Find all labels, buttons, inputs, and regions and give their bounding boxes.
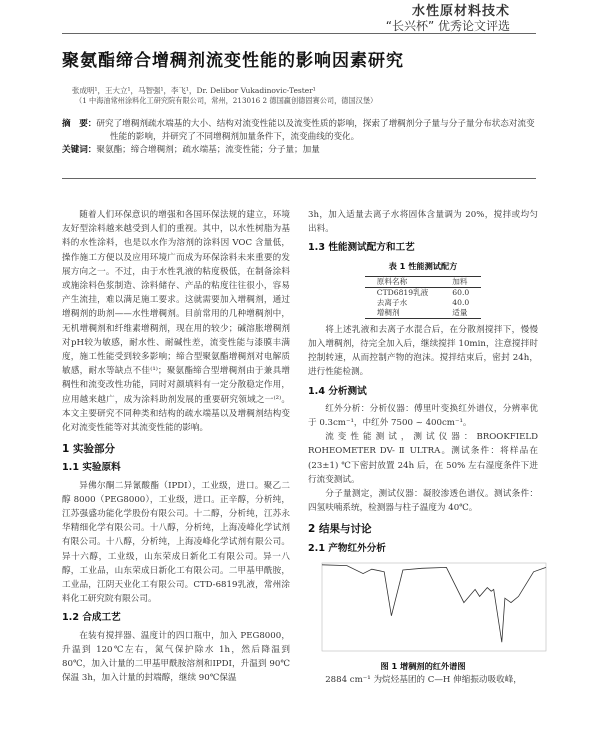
- mw-method-paragraph: 分子量测定，测试仪器：凝胶渗透色谱仪。测试条件：四氢呋喃系统，检测器与柱子温度为 40℃。: [308, 489, 538, 514]
- intro-paragraph: 随着人们环保意识的增强和各国环保法规的建立，环境友好型涂料越来越受到人们的重视。其中，以水性树脂为基料的水性涂料，也是以水作为溶剂的涂料因 VOC 含量低，操作施工方便以及应用环境广而成为环保涂料未来重要的发展方向之一。不过，由于水性乳液的粘度极低，在制备涂料或施涂料色浆制造、涂料储存、产品的粘度往往很小，容易产生流挂，难以满足施工要求。这就需要加入增稠剂，通过增稠剂的助剂——水性增稠剂。目前常用的几种增稠剂中，无机增稠剂和纤维素增稠剂，现在用的较少；碱溶胀增稠剂对pH较为敏感，耐水性、耐碱性差，流变性能与漆膜丰满度，施工性能受到较多影响；缔合型聚氨酯增稠剂对电解质敏感，耐水等缺点不佳⁽¹⁾；聚氨酯缔合型增稠剂由于兼具增稠性和流变改性功能，同时对颜填料有一定分散稳定作用，应用越来越广，成为涂料助剂发展的重要研究领域之一⁽²⁾。本文主要研究不同种类和结构的疏水端基以及增稠剂结构变化对流变性能等对其流变性能的影响。: [62, 210, 290, 434]
- section-2-heading: 2 结果与讨论: [308, 523, 372, 536]
- section-1-3-heading: 1.3 性能测试配方和工艺: [308, 242, 415, 254]
- ir-method-paragraph: 红外分析：分析仪器：傅里叶变换红外谱仪，分辨率优于 0.3cm⁻¹，中红外 7500 ~ 400cm⁻¹。: [308, 403, 538, 429]
- section-1-1-heading: 1.1 实验原料: [62, 462, 121, 474]
- award-series-label: “长兴杯” 优秀论文评选: [385, 19, 510, 33]
- table-1-caption: 表 1 性能测试配方: [388, 260, 458, 271]
- paper-title: 聚氨酯缔合增稠剂流变性能的影响因素研究: [62, 51, 404, 71]
- affiliation: （1 中海油常州涂料化工研究院有限公司，常州，213016 2 德国赢创德固赛公司，德国汉堡）: [75, 96, 378, 105]
- abstract-block: [62, 118, 536, 157]
- rheology-method-paragraph: 流变性能测试，测试仪器：BROOKFIELD ROHEOMETER DV- Ⅱ ULTRA。测试条件：将样品在 (23±1) ℃下密封放置 24h 后，在 50% 左右湿度条件下进行流变测试。: [308, 432, 538, 485]
- section-1-heading: 1 实验部分: [62, 443, 115, 456]
- section-1-4-heading: 1.4 分析测试: [308, 385, 367, 397]
- table-cell: 60.0: [452, 287, 470, 297]
- section-2-1-heading: 2.1 产物红外分析: [308, 542, 386, 554]
- series-line: [322, 565, 546, 642]
- abstract-text: 研究了增稠剂疏水端基的大小、结构对流变性能以及流变性质的影响，探索了增稠剂分子量与分子量分布状态对流变性能的影响，并研究了不同增稠剂加量条件下，流变曲线的变化。: [96, 119, 535, 142]
- left-column: [62, 208, 290, 686]
- abstract-label: 摘 要：: [62, 119, 97, 129]
- ir-spectrum-figure: [314, 559, 550, 657]
- results-paragraph: 2884 cm⁻¹ 为烷烃基团的 C—H 伸缩振动吸收峰，: [325, 675, 522, 686]
- table-cell: 增稠剂: [376, 307, 400, 317]
- chart-frame: [322, 563, 546, 651]
- materials-paragraph: 异佛尔酮二异氰酸酯（IPDI），工业级，进口。聚乙二醇 8000（PEG8000），工业级，进口。正辛醇，分析纯，江苏强盛功能化学股份有限公司。十二醇，分析纯，江苏永华精细化学有限公司。十八醇，分析纯，上海凌峰化学试剂有限公司。十八醇，分析纯，上海凌峰化学试剂有限公司。异十六醇，工业级，山东荣成日新化工有限公司。异一八醇，工业品，山东荣成日新化工有限公司。二甲基甲酰胺，工业品，江阴天业化工有限公司。CTD-6819乳液，常州涂料化工研究院有限公司。: [62, 480, 290, 605]
- abstract-divider: [62, 178, 536, 179]
- synthesis-paragraph: 在装有搅拌器、温度计的四口瓶中，加入 PEG8000，升温到 120℃左右，氮气保护除水 1h，然后降温到 80℃，加入计量的二甲基甲酰胺溶剂和IPDI，升温到 90℃保温 3h，加入计量的封端醇，继续 90℃保温: [62, 630, 290, 684]
- table-row: [365, 308, 481, 319]
- table-header-cell: 加料: [452, 276, 468, 286]
- keywords-label: 关键词：: [62, 145, 97, 155]
- procedure-paragraph: 将上述乳液和去离子水混合后，在分散剂搅拌下，慢慢加入增稠剂，待完全加入后，继续搅拌 10min，注意搅拌时控制转速，从而控制产物的泡沫。搅拌结束后，密封 24h，进行性能检测。: [308, 324, 538, 378]
- ir-spectrum-chart: [314, 559, 550, 657]
- table-cell: 适量: [452, 307, 468, 317]
- table-row: [365, 287, 481, 298]
- figure-1-caption: 图 1 增稠剂的红外谱图: [380, 660, 466, 671]
- journal-section-title: 水性原材料技术: [411, 4, 510, 19]
- table-cell: 去离子水: [376, 297, 408, 307]
- table-cell: CTD6819乳液: [376, 287, 429, 297]
- header-divider: [62, 33, 536, 34]
- top-band: [0, 0, 600, 12]
- authors: 张成明¹，王大立¹，马智强¹，李飞¹，Dr. Delibor Vukadinovic-Tester¹: [72, 86, 316, 95]
- section-1-2-heading: 1.2 合成工艺: [62, 612, 121, 624]
- table-row: [365, 298, 481, 308]
- right-column: [308, 208, 538, 687]
- formula-table: [365, 276, 481, 319]
- table-header-cell: 原料名称: [376, 276, 408, 286]
- table-header-row: [365, 276, 481, 287]
- synthesis-continued: 3h，加入适量去离子水将固体含量调为 20%，搅拌或均匀出料。: [308, 210, 538, 235]
- keywords-text: 聚氨酯；缔合增稠剂；疏水端基；流变性能；分子量；加量: [96, 145, 320, 155]
- table-cell: 40.0: [452, 297, 470, 307]
